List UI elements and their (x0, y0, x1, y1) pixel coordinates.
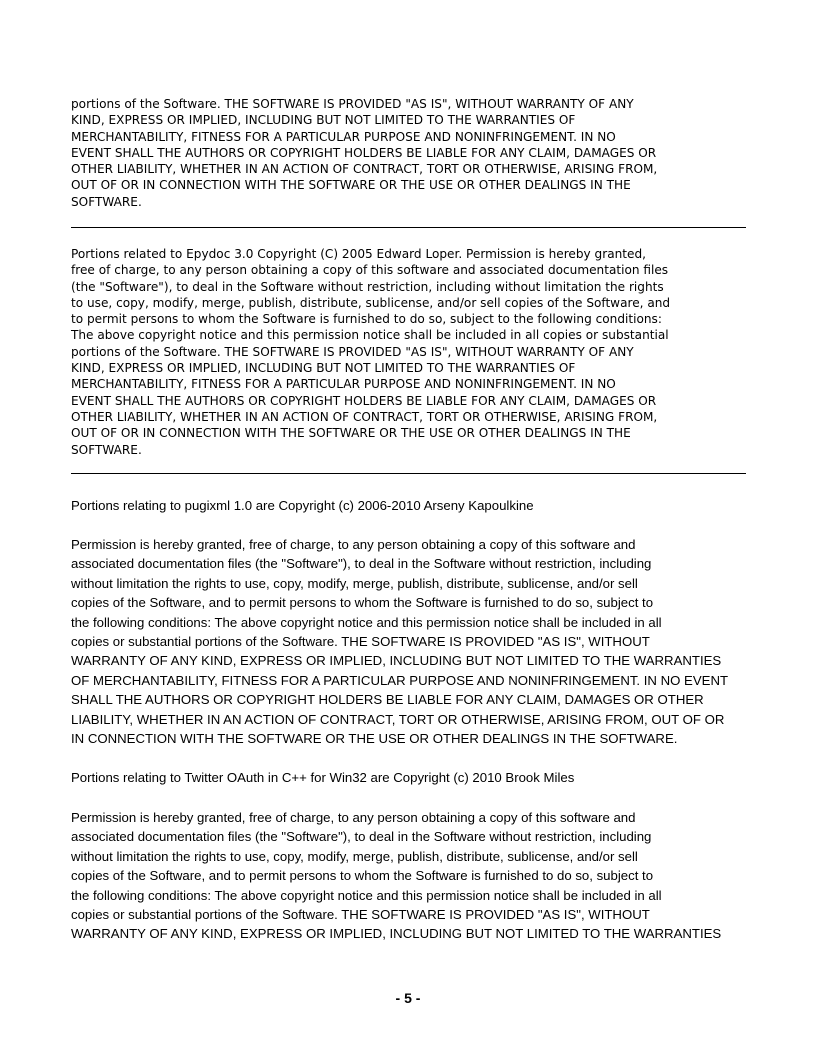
epydoc-license-tail: portions of the Software. THE SOFTWARE IS PROVIDED "AS IS", WITHOUT WARRANTY OF ANY KIND, EXPRESS OR IMPLIED, INCLUDING BUT NOT LIMITED TO THE WARRANTIES OF MERCHANTABILITY, FITNESS FOR A PARTICULAR PURPOSE AND NONINFRINGEMENT. IN NO EVENT SHALL THE AUTHORS OR COPYRIGHT HOLDERS BE LIABLE FOR ANY CLAIM, DAMAGES OR OTHER LIABILITY, WHETHER IN AN ACTION OF CONTRACT, TORT OR OTHERWISE, ARISING FROM, OUT OF OR IN CONNECTION WITH THE SOFTWARE OR THE USE OR OTHER DEALINGS IN THE SOFTWARE. (71, 97, 658, 209)
twitter-oauth-license: Permission is hereby granted, free of charge, to any person obtaining a copy of this software and associated documentation files (the "Software"), to deal in the Software without restriction, including without limitation the rights to use, copy, modify, merge, publish, distribute, sublicense, and/or sell copies of the Software, and to permit persons to whom the Software is furnished to do so, subject to the following conditions: The above copyright notice and this permission notice shall be included in all copies or substantial portions of the Software. THE SOFTWARE IS PROVIDED "AS IS", WITHOUT WARRANTY OF ANY KIND, EXPRESS OR IMPLIED, INCLUDING BUT NOT LIMITED TO THE WARRANTIES (71, 810, 722, 942)
section-divider (71, 473, 746, 474)
section-divider (71, 227, 746, 228)
pugixml-license: Permission is hereby granted, free of charge, to any person obtaining a copy of this software and associated documentation files (the "Software"), to deal in the Software without restriction, including without limitation the rights to use, copy, modify, merge, publish, distribute, sublicense, and/or sell copies of the Software, and to permit persons to whom the Software is furnished to do so, subject to the following conditions: The above copyright notice and this permission notice shall be included in all copies or substantial portions of the Software. THE SOFTWARE IS PROVIDED "AS IS", WITHOUT WARRANTY OF ANY KIND, EXPRESS OR IMPLIED, INCLUDING BUT NOT LIMITED TO THE WARRANTIES OF MERCHANTABILITY, FITNESS FOR A PARTICULAR PURPOSE AND NONINFRINGEMENT. IN NO EVENT SHALL THE AUTHORS OR COPYRIGHT HOLDERS BE LIABLE FOR ANY CLAIM, DAMAGES OR OTHER LIABILITY, WHETHER IN AN ACTION OF CONTRACT, TORT OR OTHERWISE, ARISING FROM, OUT OF OR IN CONNECTION WITH THE SOFTWARE OR THE USE OR OTHER DEALINGS IN THE SOFTWARE. (71, 537, 729, 747)
epydoc-license: Portions related to Epydoc 3.0 Copyright (C) 2005 Edward Loper. Permission is hereby granted, free of charge, to any person obtaining a copy of this software and associated documentation files (the "Software"), to deal in the Software without restriction, including without limitation the rights to use, copy, modify, merge, publish, distribute, sublicense, and/or sell copies of the Software, and to permit persons to whom the Software is furnished to do so, subject to the following conditions: The above copyright notice and this permission notice shall be included in all copies or substantial portions of the Software. THE SOFTWARE IS PROVIDED "AS IS", WITHOUT WARRANTY OF ANY KIND, EXPRESS OR IMPLIED, INCLUDING BUT NOT LIMITED TO THE WARRANTIES OF MERCHANTABILITY, FITNESS FOR A PARTICULAR PURPOSE AND NONINFRINGEMENT. IN NO EVENT SHALL THE AUTHORS OR COPYRIGHT HOLDERS BE LIABLE FOR ANY CLAIM, DAMAGES OR OTHER LIABILITY, WHETHER IN AN ACTION OF CONTRACT, TORT OR OTHERWISE, ARISING FROM, OUT OF OR IN CONNECTION WITH THE SOFTWARE OR THE USE OR OTHER DEALINGS IN THE SOFTWARE. (71, 247, 671, 457)
page-number: - 5 - (395, 990, 421, 1006)
pugixml-heading: Portions relating to pugixml 1.0 are Copyright (c) 2006-2010 Arseny Kapoulkine (71, 498, 534, 513)
twitter-oauth-heading: Portions relating to Twitter OAuth in C++ for Win32 are Copyright (c) 2010 Brook Miles (71, 770, 575, 785)
